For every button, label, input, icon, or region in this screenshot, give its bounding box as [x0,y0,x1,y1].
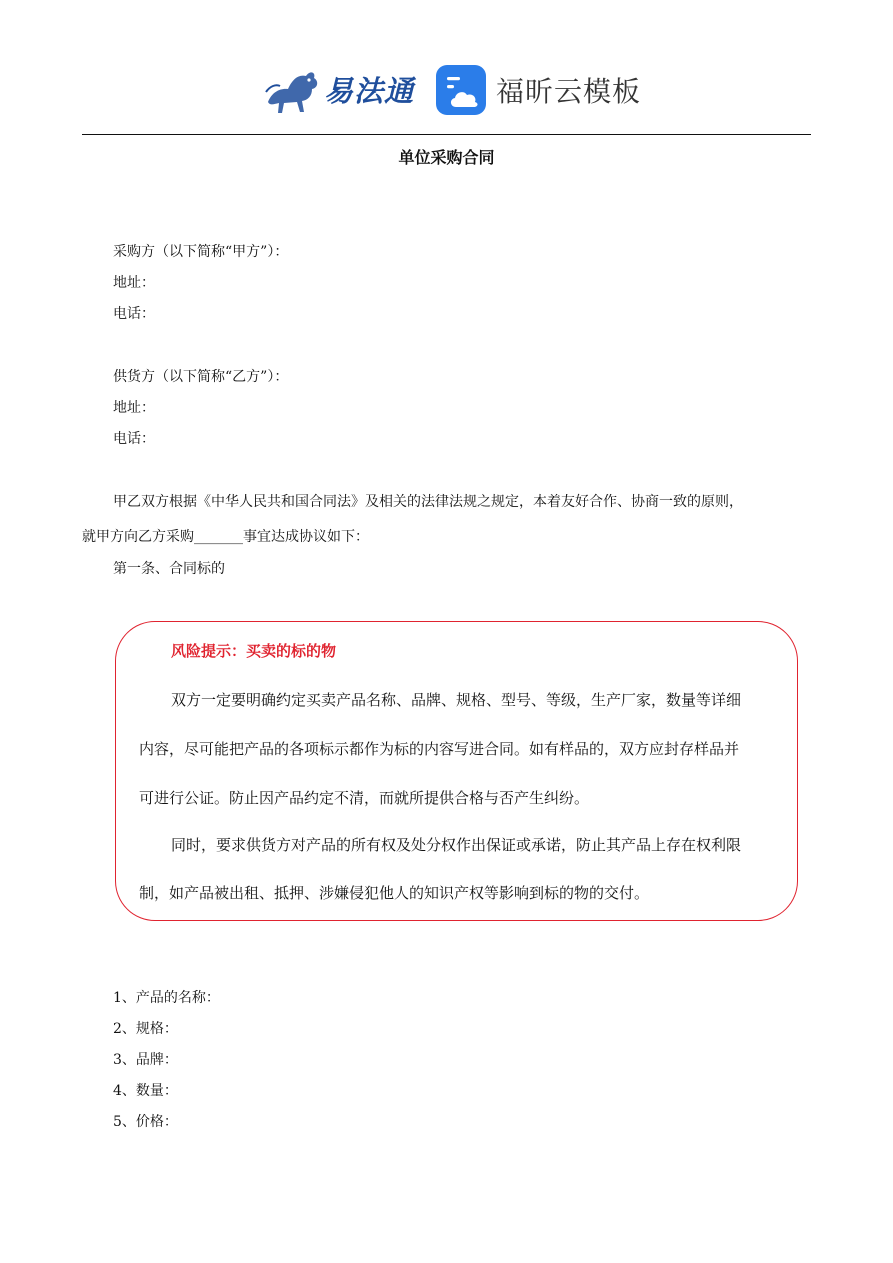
qilin-icon [262,62,322,116]
page-header [0,0,893,136]
item-brand: 3、品牌： [113,1052,178,1068]
fuxin-logo-text: 福昕云模板 [496,75,642,108]
intro-paragraph-line-2: 就甲方向乙方采购_______事宜达成协议如下： [82,529,369,545]
yifatong-logo [262,62,414,116]
buyer-label: 采购方（以下简称“甲方”）： [113,244,289,260]
risk-tip-box [115,621,798,921]
cloud-template-icon [436,65,486,115]
supplier-phone: 电话： [113,431,155,447]
item-price: 5、价格： [113,1114,178,1130]
document-title: 单位采购合同 [398,148,495,167]
risk-tip-title: 风险提示：买卖的标的物 [171,642,337,660]
risk-tip-line: 可进行公证。防止因产品约定不清，而就所提供合格与否产生纠纷。 [139,789,590,807]
item-quantity: 4、数量： [113,1083,178,1099]
buyer-phone: 电话： [113,306,155,322]
risk-tip-line: 双方一定要明确约定买卖产品名称、品牌、规格、型号、等级，生产厂家，数量等详细 [171,691,742,709]
article-1-heading: 第一条、合同标的 [113,561,225,577]
header-divider [82,134,811,135]
yifatong-logo-text: 易法通 [324,73,415,108]
risk-tip-line: 制，如产品被出租、抵押、涉嫌侵犯他人的知识产权等影响到标的物的交付。 [139,884,650,902]
fuxin-logo [436,65,641,115]
risk-tip-line: 内容，尽可能把产品的各项标示都作为标的内容写进合同。如有样品的，双方应封存样品并 [139,740,740,758]
buyer-address: 地址： [113,275,155,291]
item-product-name: 1、产品的名称： [113,990,220,1006]
supplier-address: 地址： [113,400,155,416]
supplier-label: 供货方（以下简称“乙方”）： [113,369,289,385]
item-specification: 2、规格： [113,1021,178,1037]
risk-tip-line: 同时，要求供货方对产品的所有权及处分权作出保证或承诺，防止其产品上存在权利限 [171,836,742,854]
intro-paragraph-line-1: 甲乙双方根据《中华人民共和国合同法》及相关的法律法规之规定，本着友好合作、协商一致的原则， [113,494,743,510]
